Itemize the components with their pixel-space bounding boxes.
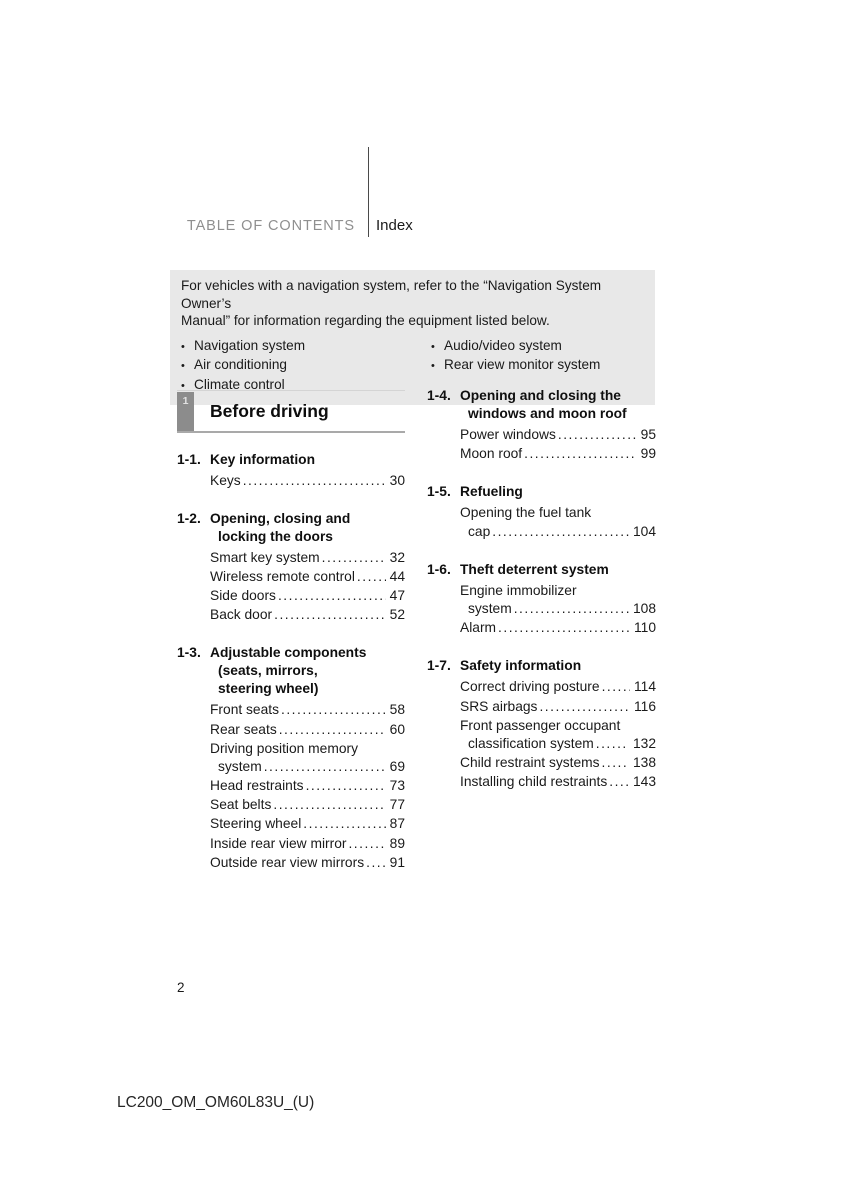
- notice-bullet-label: Air conditioning: [194, 357, 287, 372]
- toc-column-left: [177, 390, 405, 872]
- document-code: LC200_OM_OM60L83U_(U): [117, 1094, 315, 1111]
- toc-entry: [218, 757, 405, 776]
- entry-page-number: 44: [389, 569, 405, 585]
- toc-section-label: TABLE OF CONTENTS: [186, 218, 355, 234]
- entry-wrap-line: Front passenger occupant: [460, 717, 621, 733]
- section-title-line: Theft deterrent system: [460, 561, 609, 577]
- entry-page-number: 32: [389, 550, 405, 566]
- notice-bullet-label: Rear view monitor system: [444, 357, 601, 372]
- section-title-line: steering wheel): [218, 681, 319, 697]
- entry-title: Back door: [210, 607, 273, 623]
- toc-entry: [210, 834, 405, 853]
- entry-title: Seat belts: [210, 797, 272, 813]
- entry-page-number: 89: [389, 835, 405, 851]
- entry-page-number: 30: [389, 473, 405, 488]
- entry-title: Front seats: [210, 702, 280, 718]
- section-title-line: Opening and closing the: [460, 388, 621, 403]
- toc-entry: [460, 697, 656, 716]
- entry-dot-leader: [348, 834, 385, 853]
- bullet-dot-icon: •: [431, 360, 435, 372]
- entry-title: Outside rear view mirrors: [210, 854, 365, 870]
- section-entries: [177, 548, 405, 624]
- section-number: 1-3.: [177, 645, 201, 661]
- entry-wrap-line: Driving position memory: [210, 740, 358, 756]
- entry-dot-leader: [273, 795, 385, 814]
- entry-title: Installing child restraints: [460, 774, 608, 790]
- toc-entry: [210, 700, 405, 719]
- notice-bullet-list-left: [181, 337, 431, 396]
- toc-entry: [210, 720, 405, 739]
- toc-entry: [460, 618, 656, 637]
- chapter-number: 1: [182, 395, 189, 407]
- entry-dot-leader: [492, 522, 629, 541]
- notice-bullet-item: [181, 337, 431, 357]
- notice-bullet-label: Navigation system: [194, 337, 306, 353]
- section-title: [177, 451, 405, 469]
- toc-section: [427, 387, 656, 463]
- toc-entry: [468, 599, 656, 618]
- section-title-line: Refueling: [460, 484, 523, 500]
- notice-bullet-label: Audio/video system: [444, 337, 562, 353]
- entry-page-number: 87: [389, 816, 405, 832]
- entry-title: Keys: [210, 473, 241, 488]
- section-title-line: Safety information: [460, 658, 582, 674]
- section-number: 1-7.: [427, 658, 451, 674]
- section-entries: [177, 700, 405, 871]
- bullet-dot-icon: •: [181, 379, 185, 392]
- entry-page-number: 60: [389, 721, 405, 737]
- notice-bullet-item: [181, 356, 431, 376]
- entry-page-number: 77: [389, 797, 405, 813]
- entry-page-number: 132: [632, 736, 656, 752]
- notice-text: For vehicles with a navigation system, refer to the “Navigation System Owner’s Manual” for information regarding the equipment listed below.: [181, 278, 602, 328]
- section-name: [460, 657, 581, 675]
- entry-title: Correct driving posture: [460, 679, 600, 695]
- toc-entry: [468, 734, 656, 753]
- entry-dot-leader: [514, 599, 629, 618]
- section-number: 1-4.: [427, 388, 451, 403]
- toc-entry: [460, 753, 656, 772]
- section-title: [427, 483, 656, 501]
- section-number: 1-1.: [177, 452, 201, 467]
- toc-entry: [460, 677, 656, 696]
- entry-page-number: 99: [640, 446, 656, 462]
- toc-entry: [210, 776, 405, 795]
- entry-dot-leader: [264, 757, 386, 776]
- entry-dot-leader: [602, 677, 630, 696]
- entry-page-number: 69: [389, 759, 405, 775]
- entry-dot-leader: [498, 618, 630, 637]
- toc-section: [177, 644, 405, 871]
- entry-dot-leader: [558, 425, 637, 444]
- entry-dot-leader: [281, 700, 386, 719]
- toc-entry: [210, 586, 405, 605]
- section-name: [210, 451, 315, 469]
- entry-page-number: 58: [389, 702, 405, 718]
- entry-page-number: 52: [389, 607, 405, 623]
- toc-entry: [460, 772, 656, 791]
- toc-entry: [460, 444, 656, 463]
- entry-dot-leader: [322, 548, 386, 567]
- section-number: 1-5.: [427, 484, 451, 500]
- sections-left: [177, 451, 405, 872]
- entry-title: Child restraint systems: [460, 755, 600, 771]
- bullet-dot-icon: •: [181, 360, 185, 372]
- entry-title: SRS airbags: [460, 698, 538, 714]
- entry-page-number: 110: [634, 620, 656, 636]
- entry-title: Steering wheel: [210, 816, 302, 832]
- chapter-number-tab: [177, 392, 194, 431]
- entry-title: Wireless remote control: [210, 569, 355, 585]
- section-title-line: windows and moon roof: [468, 406, 627, 421]
- section-number: 1-6.: [427, 561, 451, 577]
- chapter-title: Before driving: [210, 401, 329, 421]
- index-tab-label: Index: [376, 217, 413, 234]
- toc-entry: [210, 853, 405, 872]
- entry-page-number: 116: [634, 698, 656, 714]
- bullet-dot-icon: •: [181, 340, 185, 353]
- entry-title: system: [218, 759, 262, 775]
- entry-title: Inside rear view mirror: [210, 835, 347, 851]
- section-entries: [177, 471, 405, 490]
- bullet-dot-icon: •: [431, 340, 435, 353]
- entry-wrap-line: Engine immobilizer: [460, 582, 577, 598]
- notice-bullet-label: Climate control: [194, 376, 285, 392]
- entry-title: Head restraints: [210, 778, 304, 794]
- entry-title: Smart key system: [210, 550, 320, 566]
- section-name: [460, 561, 609, 579]
- toc-entry: [210, 567, 405, 586]
- entry-title: classification system: [468, 736, 594, 752]
- entry-dot-leader: [357, 567, 386, 586]
- section-name: [210, 644, 366, 698]
- notice-bullet-item: [431, 337, 600, 357]
- entry-page-number: 143: [632, 774, 656, 790]
- chapter-header: [177, 390, 405, 433]
- section-entries: [427, 581, 656, 638]
- entry-page-number: 95: [640, 427, 656, 442]
- entry-title: Moon roof: [460, 446, 523, 462]
- toc-entry: [468, 522, 656, 541]
- page-number: 2: [177, 980, 185, 995]
- entry-dot-leader: [609, 772, 629, 791]
- entry-page-number: 114: [634, 679, 656, 695]
- entry-dot-leader: [596, 734, 629, 753]
- entry-dot-leader: [279, 720, 386, 739]
- notice-bullet-item: [431, 356, 600, 376]
- section-title-line: Adjustable components: [210, 645, 367, 661]
- section-title: [427, 387, 656, 423]
- section-title-line: Opening, closing and: [210, 511, 351, 527]
- entry-page-number: 138: [632, 755, 656, 771]
- entry-dot-leader: [602, 753, 629, 772]
- section-title-line: (seats, mirrors,: [218, 663, 318, 679]
- entry-page-number: 108: [632, 601, 656, 617]
- section-name: [460, 483, 523, 501]
- toc-entry: [210, 814, 405, 833]
- section-title-line: locking the doors: [218, 529, 333, 545]
- section-title: [427, 657, 656, 675]
- entry-title: Rear seats: [210, 721, 277, 737]
- entry-dot-leader: [366, 853, 386, 872]
- toc-section: [177, 510, 405, 624]
- section-number: 1-2.: [177, 511, 201, 527]
- entry-dot-leader: [243, 471, 386, 490]
- entry-dot-leader: [274, 605, 386, 624]
- entry-dot-leader: [539, 697, 630, 716]
- toc-entry: [210, 471, 405, 490]
- section-entries: [427, 425, 656, 463]
- entry-dot-leader: [306, 776, 386, 795]
- header-divider-line: [368, 147, 369, 237]
- toc-section: [427, 657, 656, 791]
- entry-page-number: 91: [389, 854, 405, 870]
- toc-entry: [460, 425, 656, 444]
- navigation-notice-box: [170, 270, 655, 405]
- toc-section: [427, 483, 656, 541]
- section-title: [427, 561, 656, 579]
- toc-entry: [210, 548, 405, 567]
- toc-entry: [210, 605, 405, 624]
- entry-title: Side doors: [210, 588, 276, 604]
- entry-title: Power windows: [460, 427, 556, 442]
- section-name: [460, 387, 627, 423]
- toc-section: [427, 561, 656, 638]
- entry-page-number: 73: [389, 778, 405, 794]
- section-entries: [427, 677, 656, 791]
- section-entries: [427, 503, 656, 541]
- section-title: [177, 510, 405, 546]
- toc-column-right: [427, 387, 656, 791]
- entry-title: cap: [468, 523, 491, 539]
- entry-page-number: 47: [389, 588, 405, 604]
- entry-title: Alarm: [460, 620, 497, 636]
- toc-section: [177, 451, 405, 490]
- section-name: [210, 510, 350, 546]
- entry-title: system: [468, 601, 512, 617]
- section-title: [177, 644, 405, 698]
- entry-page-number: 104: [632, 523, 656, 539]
- section-title-line: Key information: [210, 452, 316, 467]
- toc-entry: [210, 795, 405, 814]
- entry-dot-leader: [303, 814, 385, 833]
- entry-dot-leader: [524, 444, 637, 463]
- entry-dot-leader: [278, 586, 386, 605]
- entry-wrap-line: Opening the fuel tank: [460, 505, 592, 521]
- sections-right: [427, 387, 656, 791]
